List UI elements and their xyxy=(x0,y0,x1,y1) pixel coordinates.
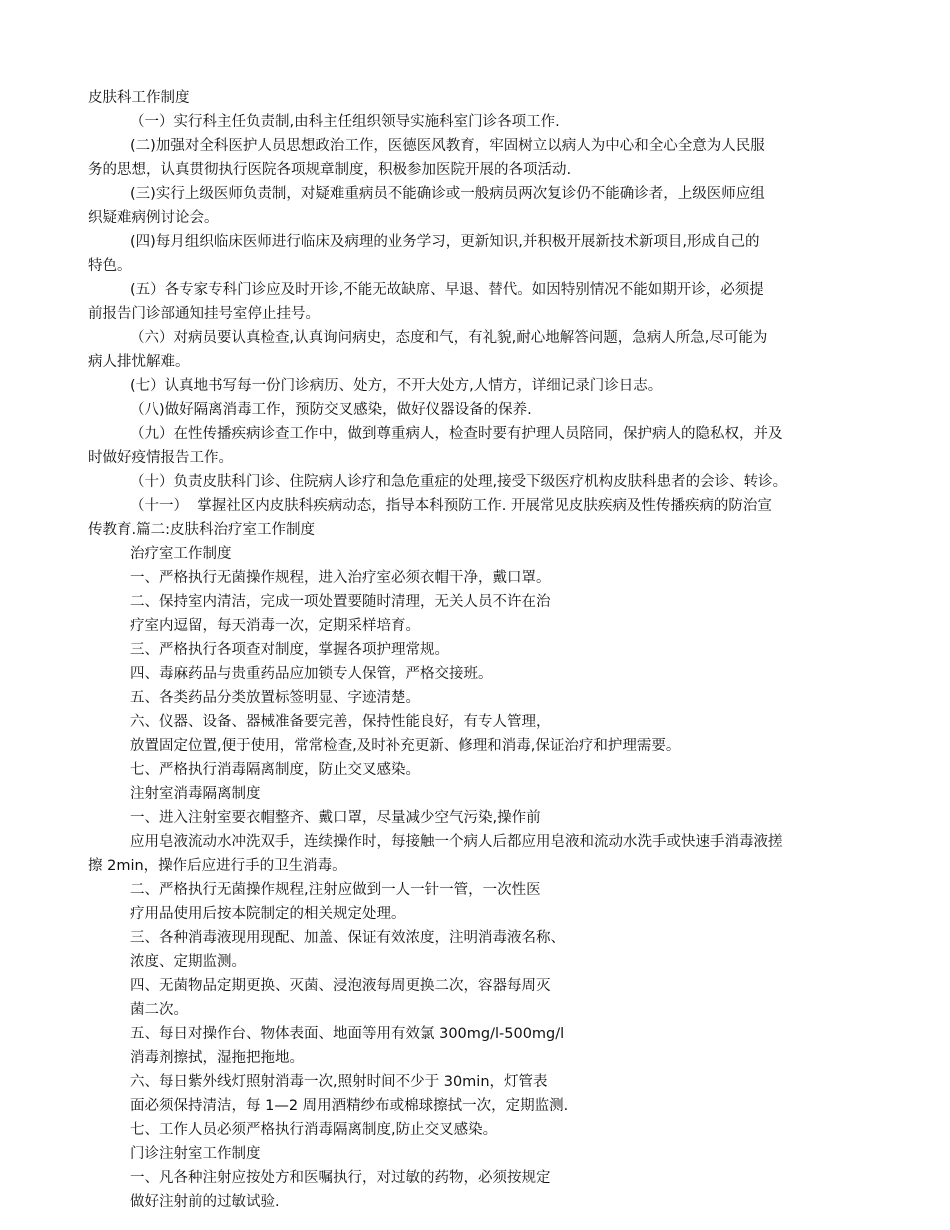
text-line: 疗用品使用后按本院制定的相关规定处理。 xyxy=(130,906,406,922)
text-line: 特色。 xyxy=(88,258,132,274)
text-line: (七）认真地书写每一份门诊病历、处方，不开大处方,人情方，详细记录门诊日志。 xyxy=(130,378,663,394)
text-line: 六、仪器、设备、器械准备要完善，保持性能良好，有专人管理， xyxy=(130,714,551,730)
text-line: 菌二次。 xyxy=(130,1002,188,1018)
text-line: 前报告门诊部通知挂号室停止挂号。 xyxy=(88,306,320,322)
text-line: 应用皂液流动水冲洗双手，连续操作时，每接触一个病人后都应用皂液和流动水洗手或快速手消毒液搓 xyxy=(130,834,783,850)
text-line: 消毒剂擦拭，湿拖把拖地。 xyxy=(130,1050,304,1066)
text-line: 六、每日紫外线灯照射消毒一次,照射时间不少于 30min，灯管表 xyxy=(130,1074,548,1090)
text-line: 注射室消毒隔离制度 xyxy=(130,786,261,802)
text-line: 七、工作人员必须严格执行消毒隔离制度,防止交叉感染。 xyxy=(130,1122,498,1138)
text-line: 做好注射前的过敏试验. xyxy=(130,1194,280,1210)
text-line: （八)做好隔离消毒工作，预防交叉感染，做好仪器设备的保养. xyxy=(130,402,532,418)
text-line: 面必须保持清洁，每 1—2 周用酒精纱布或棉球擦拭一次，定期监测. xyxy=(130,1098,569,1114)
document-title: 皮肤科工作制度 xyxy=(88,90,190,106)
text-line: 时做好疫情报告工作。 xyxy=(88,450,233,466)
text-line: 传教育.篇二:皮肤科治疗室工作制度 xyxy=(88,522,315,538)
text-line: 务的思想，认真贯彻执行医院各项规章制度，积极参加医院开展的各项活动. xyxy=(88,162,572,178)
text-line: （十）负责皮肤科门诊、住院病人诊疗和急危重症的处理,接受下级医疗机构皮肤科患者的会诊、转诊。 xyxy=(130,474,788,490)
text-line: 一、进入注射室要衣帽整齐、戴口罩，尽量减少空气污染,操作前 xyxy=(130,810,541,826)
text-line: 一、严格执行无菌操作规程，进入治疗室必须衣帽干净，戴口罩。 xyxy=(130,570,551,586)
text-line: 四、无菌物品定期更换、灭菌、浸泡液每周更换二次，容器每周灭 xyxy=(130,978,551,994)
text-line: （九）在性传播疾病诊查工作中，做到尊重病人，检查时要有护理人员陪同，保护病人的隐私权，并及 xyxy=(130,426,783,442)
text-line: 浓度、定期监测。 xyxy=(130,954,246,970)
text-line: 七、严格执行消毒隔离制度，防止交叉感染。 xyxy=(130,762,420,778)
text-line: （六）对病员要认真检查,认真询问病史，态度和气，有礼貌,耐心地解答问题，急病人所急,尽可能为 xyxy=(130,330,768,346)
text-line: 五、每日对操作台、物体表面、地面等用有效氯 300mg/l-500mg/l xyxy=(130,1026,565,1042)
text-line: (四)每月组织临床医师进行临床及病理的业务学习，更新知识,并积极开展新技术新项目,形成自己的 xyxy=(130,234,760,250)
text-line: （十一） 掌握社区内皮肤科疾病动态，指导本科预防工作. 开展常见皮肤疾病及性传播疾病的防治宣 xyxy=(130,498,772,514)
text-line: 三、各种消毒液现用现配、加盖、保证有效浓度，注明消毒液名称、 xyxy=(130,930,565,946)
text-line: 一、凡各种注射应按处方和医嘱执行，对过敏的药物，必须按规定 xyxy=(130,1170,551,1186)
text-line: 四、毒麻药品与贵重药品应加锁专人保管，严格交接班。 xyxy=(130,666,493,682)
text-line: 二、保持室内清洁，完成一项处置要随时清理，无关人员不许在治 xyxy=(130,594,551,610)
text-line: （一）实行科主任负责制,由科主任组织领导实施科室门诊各项工作. xyxy=(130,114,560,130)
text-line: 织疑难病例讨论会。 xyxy=(88,210,219,226)
text-line: (五）各专家专科门诊应及时开诊,不能无故缺席、早退、替代。如因特别情况不能如期开诊，必须提 xyxy=(130,282,764,298)
text-line: 病人排忧解难。 xyxy=(88,354,190,370)
text-line: 三、严格执行各项查对制度，掌握各项护理常规。 xyxy=(130,642,449,658)
text-line: (三)实行上级医师负责制，对疑难重病员不能确诊或一般病员两次复诊仍不能确诊者，上级医师应组 xyxy=(130,186,765,202)
text-line: 擦 2min，操作后应进行手的卫生消毒。 xyxy=(88,858,347,874)
text-line: 门诊注射室工作制度 xyxy=(130,1146,261,1162)
text-line: 五、各类药品分类放置标签明显、字迹清楚。 xyxy=(130,690,420,706)
text-line: 二、严格执行无菌操作规程,注射应做到一人一针一管，一次性医 xyxy=(130,882,541,898)
text-line: (二)加强对全科医护人员思想政治工作，医德医风教育，牢固树立以病人为中心和全心全意为人民服 xyxy=(130,138,765,154)
text-line: 治疗室工作制度 xyxy=(130,546,232,562)
text-line: 疗室内逗留，每天消毒一次，定期采样培育。 xyxy=(130,618,420,634)
text-line: 放置固定位置,便于使用，常常检查,及时补充更新、修理和消毒,保证治疗和护理需要。 xyxy=(130,738,681,754)
document-body xyxy=(88,110,862,1214)
